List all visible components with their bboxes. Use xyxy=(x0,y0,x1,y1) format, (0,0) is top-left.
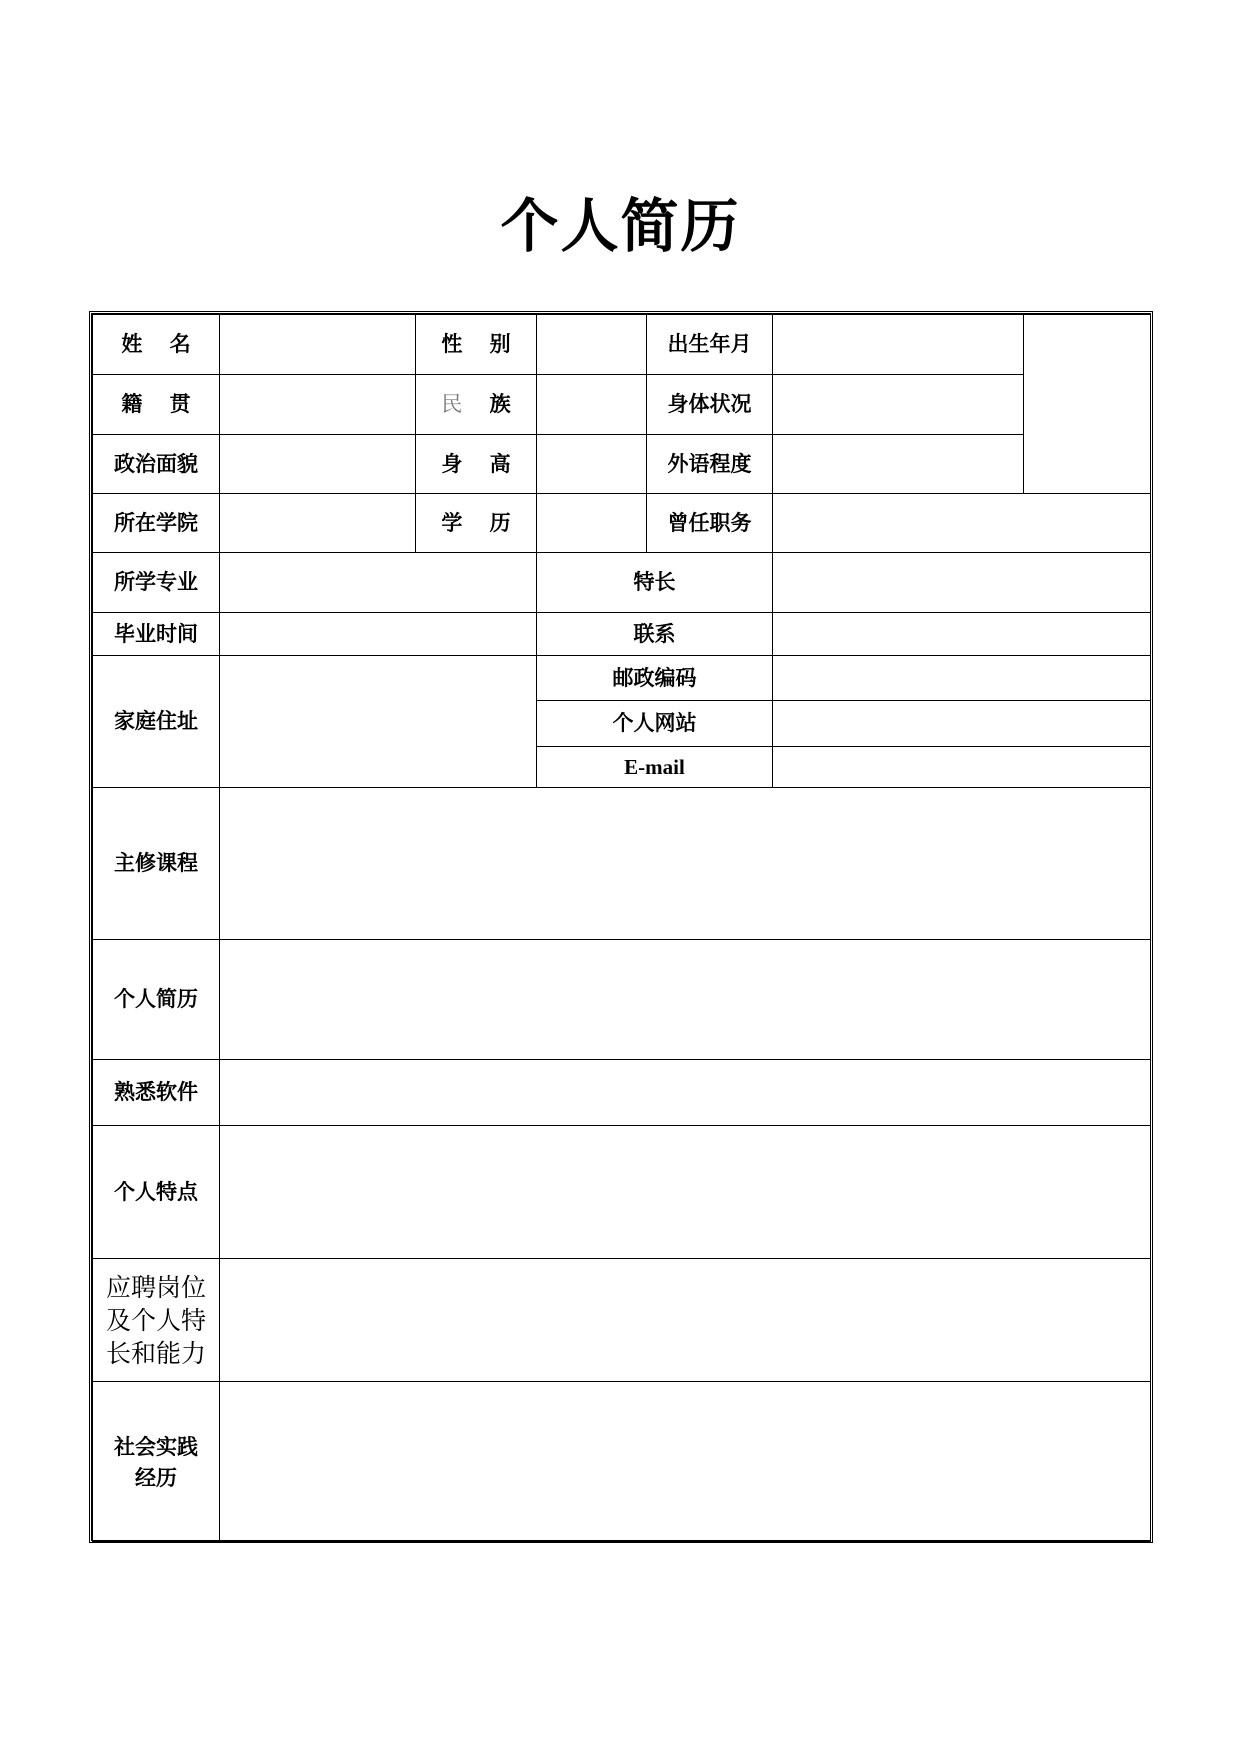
label-software: 熟悉软件 xyxy=(93,1060,220,1126)
label-position xyxy=(93,1259,220,1382)
label-traits: 个人特点 xyxy=(93,1126,220,1259)
label-education: 学 历 xyxy=(416,494,537,553)
field-position[interactable] xyxy=(220,1259,1151,1382)
table-row xyxy=(93,1382,1151,1542)
photo-box[interactable] xyxy=(1024,315,1151,494)
table-row xyxy=(93,435,1151,494)
table-row xyxy=(93,613,1151,656)
label-political: 政治面貌 xyxy=(93,435,220,494)
label-website: 个人网站 xyxy=(537,701,773,747)
field-education[interactable] xyxy=(537,494,647,553)
table-row xyxy=(93,1259,1151,1382)
table-row xyxy=(93,375,1151,435)
label-specialty: 特长 xyxy=(537,553,773,613)
field-origin[interactable] xyxy=(220,375,416,435)
label-college: 所在学院 xyxy=(93,494,220,553)
label-language: 外语程度 xyxy=(647,435,773,494)
label-gender: 性 别 xyxy=(416,315,537,375)
label-practice xyxy=(93,1382,220,1542)
label-practice-line: 社会实践 xyxy=(114,1433,198,1459)
label-birth: 出生年月 xyxy=(647,315,773,375)
label-email: E-mail xyxy=(537,747,773,788)
table-row xyxy=(93,788,1151,940)
label-resume: 个人简历 xyxy=(93,940,220,1060)
field-courses[interactable] xyxy=(220,788,1151,940)
table-row xyxy=(93,494,1151,553)
label-courses: 主修课程 xyxy=(93,788,220,940)
label-origin: 籍 贯 xyxy=(93,375,220,435)
field-email[interactable] xyxy=(773,747,1151,788)
field-ethnic[interactable] xyxy=(537,375,647,435)
table-row xyxy=(93,553,1151,613)
label-ethnic: 民 族 xyxy=(416,375,537,435)
table-row xyxy=(93,1126,1151,1259)
label-position-line: 及个人特 xyxy=(105,1305,206,1335)
field-contact[interactable] xyxy=(773,613,1151,656)
label-position-line: 应聘岗位 xyxy=(105,1272,206,1302)
field-height[interactable] xyxy=(537,435,647,494)
resume-form xyxy=(89,311,1153,1543)
label-address: 家庭住址 xyxy=(93,656,220,788)
resume-table xyxy=(92,314,1151,1542)
field-graduation[interactable] xyxy=(220,613,537,656)
label-height: 身 高 xyxy=(416,435,537,494)
field-website[interactable] xyxy=(773,701,1151,747)
label-position-line: 长和能力 xyxy=(105,1338,206,1368)
page-title: 个人简历 xyxy=(500,192,741,260)
label-name: 姓 名 xyxy=(93,315,220,375)
field-language[interactable] xyxy=(773,435,1024,494)
label-contact: 联系 xyxy=(537,613,773,656)
label-former-post: 曾任职务 xyxy=(647,494,773,553)
field-practice[interactable] xyxy=(220,1382,1151,1542)
field-resume[interactable] xyxy=(220,940,1151,1060)
table-row xyxy=(93,1060,1151,1126)
field-health[interactable] xyxy=(773,375,1024,435)
field-former-post[interactable] xyxy=(773,494,1151,553)
table-row xyxy=(93,315,1151,375)
field-college[interactable] xyxy=(220,494,416,553)
field-software[interactable] xyxy=(220,1060,1151,1126)
label-health: 身体状况 xyxy=(647,375,773,435)
field-postcode[interactable] xyxy=(773,656,1151,701)
field-gender[interactable] xyxy=(537,315,647,375)
label-graduation: 毕业时间 xyxy=(93,613,220,656)
field-address[interactable] xyxy=(220,656,537,788)
label-postcode: 邮政编码 xyxy=(537,656,773,701)
table-row xyxy=(93,656,1151,701)
table-row xyxy=(93,940,1151,1060)
label-practice-line: 经历 xyxy=(135,1464,177,1490)
field-political[interactable] xyxy=(220,435,416,494)
field-birth[interactable] xyxy=(773,315,1024,375)
field-traits[interactable] xyxy=(220,1126,1151,1259)
field-name[interactable] xyxy=(220,315,416,375)
label-major: 所学专业 xyxy=(93,553,220,613)
field-major[interactable] xyxy=(220,553,537,613)
field-specialty[interactable] xyxy=(773,553,1151,613)
